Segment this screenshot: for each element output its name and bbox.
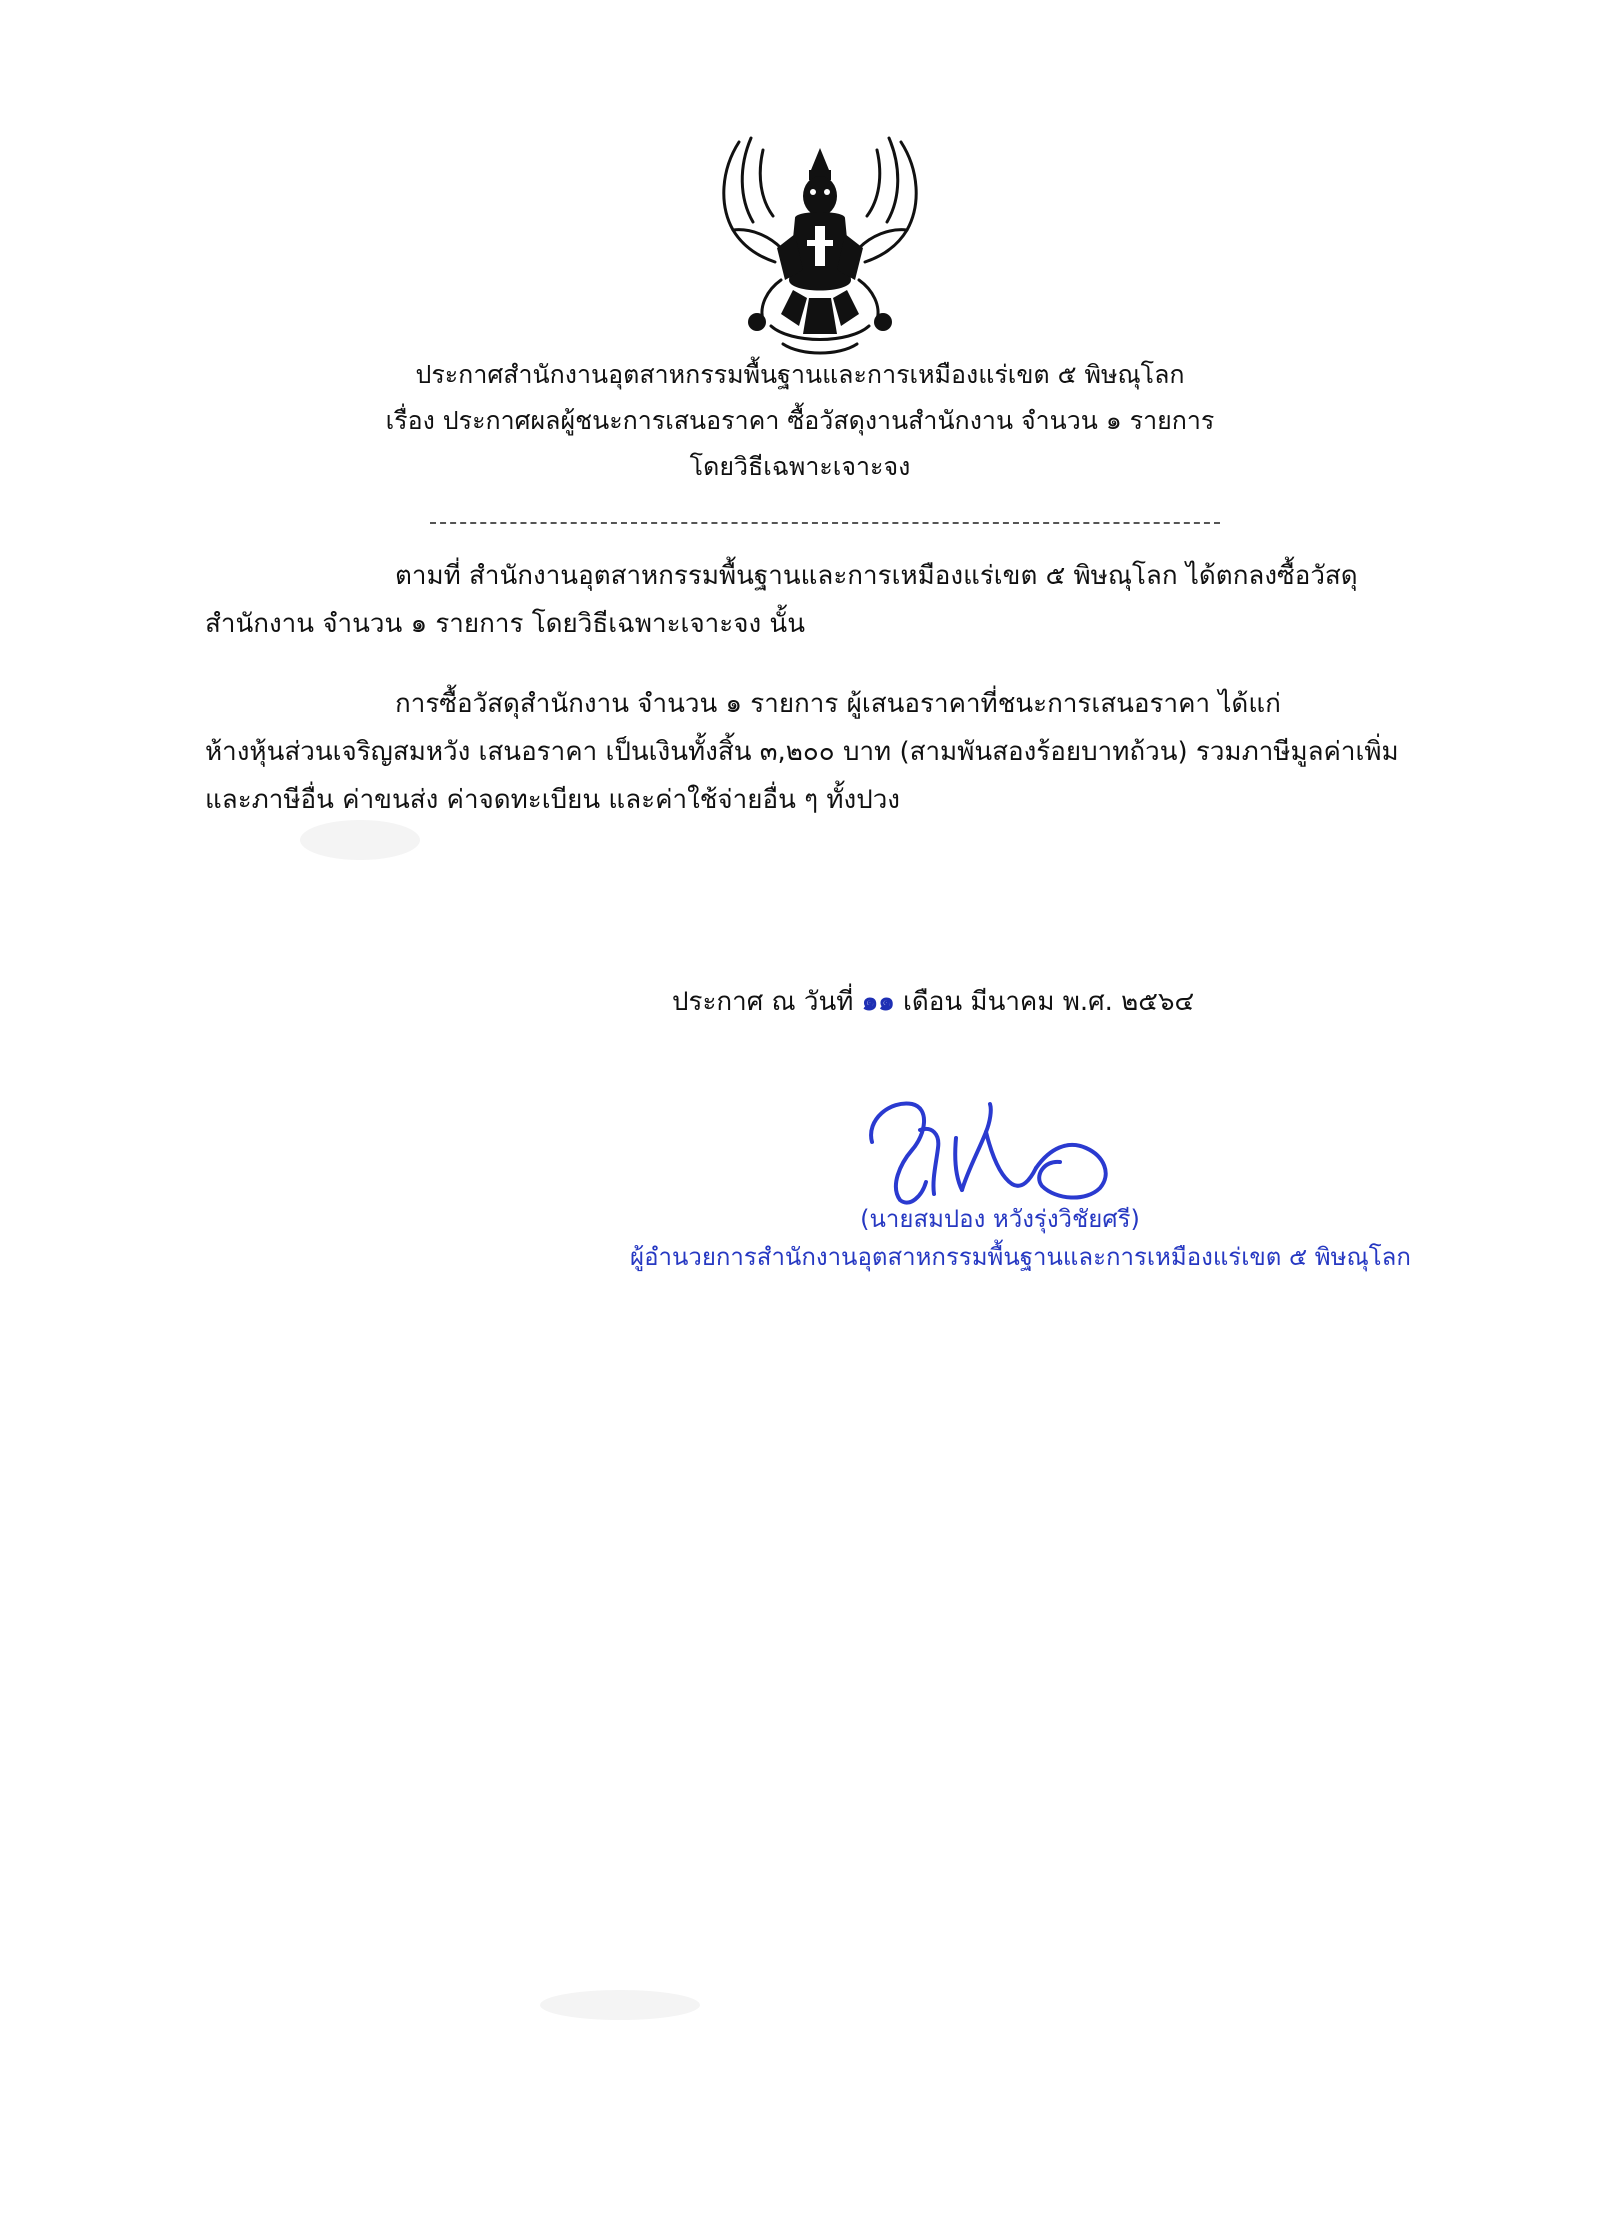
garuda-emblem-icon — [711, 130, 929, 360]
heading-divider — [430, 522, 1220, 524]
scan-smudge — [300, 820, 420, 860]
paragraph-2-line-1: การซื้อวัสดุสำนักงาน จำนวน ๑ รายการ ผู้เสนอราคาที่ชนะการเสนอราคา ได้แก่ — [395, 689, 1281, 719]
heading-method: โดยวิธีเฉพาะเจาะจง — [689, 452, 911, 481]
scan-smudge — [540, 1990, 700, 2020]
heading-subject: เรื่อง ประกาศผลผู้ชนะการเสนอราคา ซื้อวัสดุงานสำนักงาน จำนวน ๑ รายการ — [385, 406, 1215, 435]
date-day: ๑๑ — [861, 987, 895, 1017]
paragraph-1-line-2: สำนักงาน จำนวน ๑ รายการ โดยวิธีเฉพาะเจาะจง นั้น — [205, 609, 805, 639]
announcement-date — [672, 978, 1194, 1026]
paragraph-1-line-1: ตามที่ สำนักงานอุตสาหกรรมพื้นฐานและการเหมืองแร่เขต ๕ พิษณุโลก ได้ตกลงซื้อวัสดุ — [395, 561, 1358, 591]
signer-position: ผู้อำนวยการสำนักงานอุตสาหกรรมพื้นฐานและการเหมืองแร่เขต ๕ พิษณุโลก — [630, 1243, 1411, 1271]
signer-name: (นายสมปอง หวังรุ่งวิชัยศรี) — [860, 1205, 1140, 1233]
body-paragraph-1 — [205, 552, 1435, 648]
paragraph-2-line-3: และภาษีอื่น ค่าขนส่ง ค่าจดทะเบียน และค่าใช้จ่ายอื่น ๆ ทั้งปวง — [205, 785, 901, 815]
date-prefix: ประกาศ ณ วันที่ — [672, 987, 854, 1017]
date-month-year: เดือน มีนาคม พ.ศ. ๒๕๖๔ — [903, 987, 1195, 1017]
announcement-heading — [300, 352, 1300, 490]
paragraph-2-line-2: ห้างหุ้นส่วนเจริญสมหวัง เสนอราคา เป็นเงินทั้งสิ้น ๓,๒๐๐ บาท (สามพันสองร้อยบาทถ้วน) รวมภาษีมูลค่าเพิ่ม — [205, 737, 1399, 767]
signer-block — [630, 1200, 1411, 1276]
handwritten-signature-icon — [860, 1090, 1140, 1210]
heading-title: ประกาศสำนักงานอุตสาหกรรมพื้นฐานและการเหมืองแร่เขต ๕ พิษณุโลก — [415, 360, 1185, 389]
body-paragraph-2 — [205, 680, 1435, 824]
